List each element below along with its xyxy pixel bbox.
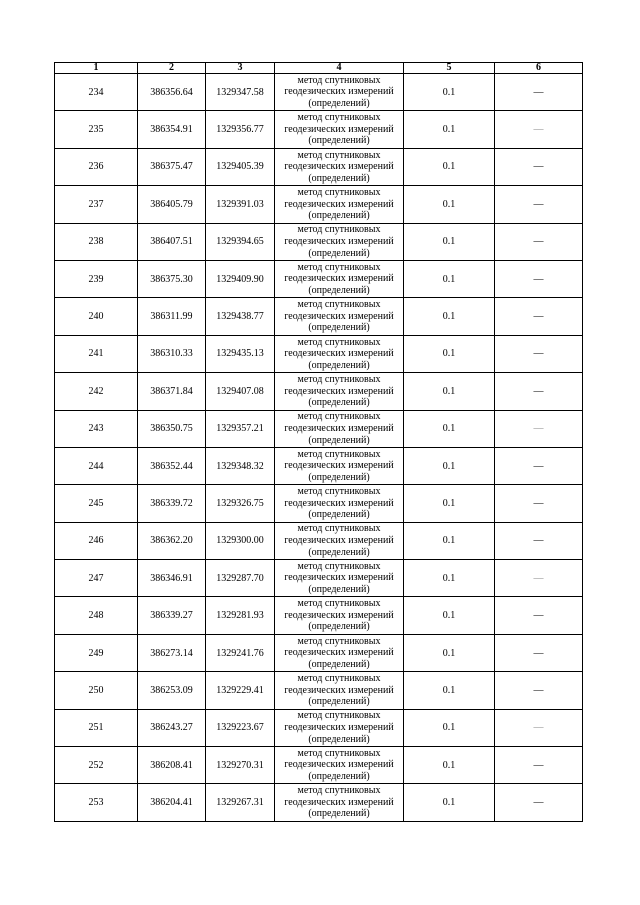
point-number-cell: 253 [55,784,138,821]
table-row [55,784,583,821]
accuracy-cell: 0.1 [404,410,495,447]
description-cell: — [495,74,583,111]
point-number-cell: 246 [55,522,138,559]
description-cell: — [495,298,583,335]
x-coordinate-cell: 386310.33 [138,335,206,372]
y-coordinate-cell: 1329270.31 [206,747,275,784]
method-cell: метод спутниковых геодезических измерений (определений) [275,522,404,559]
table-row [55,111,583,148]
point-number-cell: 247 [55,560,138,597]
accuracy-cell: 0.1 [404,223,495,260]
table-row [55,672,583,709]
y-coordinate-cell: 1329409.90 [206,260,275,297]
y-coordinate-cell: 1329356.77 [206,111,275,148]
point-number-cell: 240 [55,298,138,335]
method-cell: метод спутниковых геодезических измерений (определений) [275,148,404,185]
accuracy-cell: 0.1 [404,560,495,597]
point-number-cell: 243 [55,410,138,447]
point-number-cell: 238 [55,223,138,260]
accuracy-cell: 0.1 [404,784,495,821]
column-header-4: 4 [275,63,404,74]
method-cell: метод спутниковых геодезических измерений (определений) [275,186,404,223]
x-coordinate-cell: 386375.30 [138,260,206,297]
method-cell: метод спутниковых геодезических измерений (определений) [275,260,404,297]
table-row [55,597,583,634]
x-coordinate-cell: 386362.20 [138,522,206,559]
method-cell: метод спутниковых геодезических измерений (определений) [275,747,404,784]
y-coordinate-cell: 1329267.31 [206,784,275,821]
column-header-1: 1 [55,63,138,74]
x-coordinate-cell: 386407.51 [138,223,206,260]
point-number-cell: 235 [55,111,138,148]
x-coordinate-cell: 386339.72 [138,485,206,522]
point-number-cell: 242 [55,373,138,410]
description-cell: — [495,148,583,185]
description-cell: — [495,485,583,522]
point-number-cell: 248 [55,597,138,634]
description-cell: — [495,223,583,260]
method-cell: метод спутниковых геодезических измерений (определений) [275,634,404,671]
description-cell: — [495,747,583,784]
description-cell: — [495,373,583,410]
column-header-3: 3 [206,63,275,74]
table-row [55,447,583,484]
accuracy-cell: 0.1 [404,597,495,634]
description-cell: — [495,335,583,372]
description-cell: — [495,709,583,746]
x-coordinate-cell: 386356.64 [138,74,206,111]
accuracy-cell: 0.1 [404,522,495,559]
point-number-cell: 241 [55,335,138,372]
description-cell: — [495,410,583,447]
description-cell: — [495,597,583,634]
description-cell: — [495,634,583,671]
y-coordinate-cell: 1329405.39 [206,148,275,185]
point-number-cell: 245 [55,485,138,522]
description-cell: — [495,111,583,148]
header-row [55,63,583,74]
accuracy-cell: 0.1 [404,634,495,671]
column-header-5: 5 [404,63,495,74]
method-cell: метод спутниковых геодезических измерений (определений) [275,485,404,522]
y-coordinate-cell: 1329287.70 [206,560,275,597]
y-coordinate-cell: 1329394.65 [206,223,275,260]
table-row [55,298,583,335]
method-cell: метод спутниковых геодезических измерений (определений) [275,709,404,746]
y-coordinate-cell: 1329223.67 [206,709,275,746]
coordinates-table [54,62,583,822]
table-body [55,74,583,822]
accuracy-cell: 0.1 [404,672,495,709]
x-coordinate-cell: 386354.91 [138,111,206,148]
method-cell: метод спутниковых геодезических измерений (определений) [275,560,404,597]
table-row [55,709,583,746]
table-row [55,148,583,185]
x-coordinate-cell: 386352.44 [138,447,206,484]
accuracy-cell: 0.1 [404,335,495,372]
accuracy-cell: 0.1 [404,111,495,148]
table-row [55,522,583,559]
accuracy-cell: 0.1 [404,485,495,522]
y-coordinate-cell: 1329229.41 [206,672,275,709]
accuracy-cell: 0.1 [404,74,495,111]
y-coordinate-cell: 1329348.32 [206,447,275,484]
method-cell: метод спутниковых геодезических измерений (определений) [275,447,404,484]
table-row [55,260,583,297]
method-cell: метод спутниковых геодезических измерений (определений) [275,410,404,447]
x-coordinate-cell: 386350.75 [138,410,206,447]
x-coordinate-cell: 386204.41 [138,784,206,821]
description-cell: — [495,784,583,821]
x-coordinate-cell: 386405.79 [138,186,206,223]
y-coordinate-cell: 1329347.58 [206,74,275,111]
description-cell: — [495,560,583,597]
accuracy-cell: 0.1 [404,186,495,223]
point-number-cell: 244 [55,447,138,484]
description-cell: — [495,186,583,223]
x-coordinate-cell: 386243.27 [138,709,206,746]
table-row [55,373,583,410]
method-cell: метод спутниковых геодезических измерений (определений) [275,298,404,335]
accuracy-cell: 0.1 [404,148,495,185]
method-cell: метод спутниковых геодезических измерений (определений) [275,335,404,372]
method-cell: метод спутниковых геодезических измерений (определений) [275,373,404,410]
description-cell: — [495,672,583,709]
method-cell: метод спутниковых геодезических измерений (определений) [275,784,404,821]
method-cell: метод спутниковых геодезических измерений (определений) [275,74,404,111]
accuracy-cell: 0.1 [404,298,495,335]
table-row [55,634,583,671]
table-row [55,223,583,260]
method-cell: метод спутниковых геодезических измерений (определений) [275,672,404,709]
description-cell: — [495,447,583,484]
description-cell: — [495,522,583,559]
point-number-cell: 252 [55,747,138,784]
y-coordinate-cell: 1329300.00 [206,522,275,559]
y-coordinate-cell: 1329438.77 [206,298,275,335]
x-coordinate-cell: 386371.84 [138,373,206,410]
x-coordinate-cell: 386339.27 [138,597,206,634]
point-number-cell: 237 [55,186,138,223]
accuracy-cell: 0.1 [404,373,495,410]
table-row [55,186,583,223]
method-cell: метод спутниковых геодезических измерений (определений) [275,111,404,148]
method-cell: метод спутниковых геодезических измерений (определений) [275,597,404,634]
x-coordinate-cell: 386253.09 [138,672,206,709]
x-coordinate-cell: 386311.99 [138,298,206,335]
y-coordinate-cell: 1329357.21 [206,410,275,447]
point-number-cell: 234 [55,74,138,111]
point-number-cell: 250 [55,672,138,709]
accuracy-cell: 0.1 [404,747,495,784]
table-row [55,560,583,597]
point-number-cell: 249 [55,634,138,671]
column-header-2: 2 [138,63,206,74]
x-coordinate-cell: 386208.41 [138,747,206,784]
point-number-cell: 239 [55,260,138,297]
y-coordinate-cell: 1329326.75 [206,485,275,522]
point-number-cell: 251 [55,709,138,746]
table-row [55,747,583,784]
description-cell: — [495,260,583,297]
y-coordinate-cell: 1329281.93 [206,597,275,634]
column-header-6: 6 [495,63,583,74]
accuracy-cell: 0.1 [404,260,495,297]
table-row [55,410,583,447]
table-row [55,335,583,372]
y-coordinate-cell: 1329391.03 [206,186,275,223]
y-coordinate-cell: 1329241.76 [206,634,275,671]
x-coordinate-cell: 386273.14 [138,634,206,671]
accuracy-cell: 0.1 [404,709,495,746]
point-number-cell: 236 [55,148,138,185]
y-coordinate-cell: 1329435.13 [206,335,275,372]
method-cell: метод спутниковых геодезических измерений (определений) [275,223,404,260]
table-row [55,485,583,522]
y-coordinate-cell: 1329407.08 [206,373,275,410]
x-coordinate-cell: 386346.91 [138,560,206,597]
accuracy-cell: 0.1 [404,447,495,484]
table-row [55,74,583,111]
x-coordinate-cell: 386375.47 [138,148,206,185]
